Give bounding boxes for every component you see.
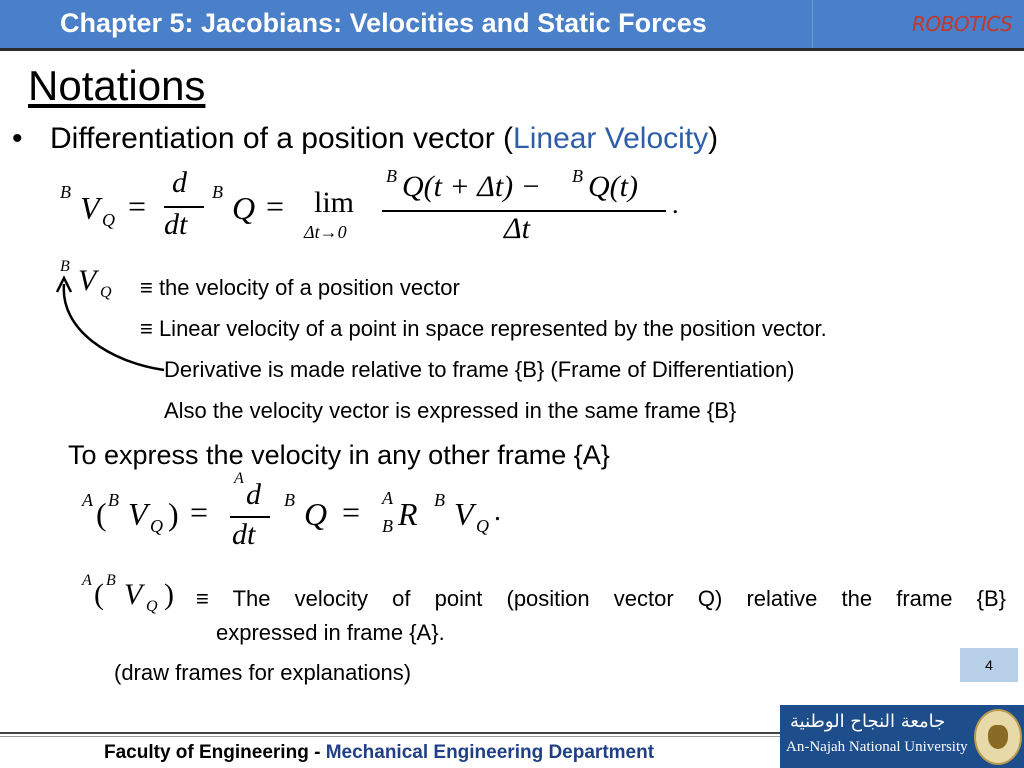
definition-3: Derivative is made relative to frame {B} (Frame of Differentiation) — [164, 357, 795, 382]
bullet-icon: • — [12, 122, 23, 155]
slide-title: Notations — [28, 62, 206, 109]
definition-1: ≡ the velocity of a position vector — [140, 275, 460, 300]
linear-velocity-highlight: Linear Velocity — [513, 122, 709, 155]
slide-header — [0, 0, 1024, 48]
bullet-text-end: ) — [708, 122, 719, 155]
bullet-text-start: Differentiation of a position vector ( — [50, 122, 514, 155]
note-text: (draw frames for explanations) — [114, 660, 412, 685]
footer-divider — [0, 732, 780, 734]
footer-divider-thin — [0, 736, 780, 737]
other-frame-text: To express the velocity in any other frame {A} — [68, 440, 610, 470]
university-name-arabic: جامعة النجاح الوطنية — [790, 711, 946, 732]
header-divider — [812, 0, 813, 48]
chapter-title: Chapter 5: Jacobians: Velocities and Static Forces — [60, 8, 707, 38]
faculty-label: Faculty of Engineering - — [104, 742, 321, 763]
university-name-english: An-Najah National University — [786, 739, 968, 755]
university-seal-icon — [974, 709, 1022, 765]
definition-4: Also the velocity vector is expressed in the same frame {B} — [164, 398, 737, 423]
velocity-equation: B V Q = d dt B Q = lim Δt→0 B Q(t + Δt) − B Q(t) Δt . — [60, 166, 679, 245]
bullet-text — [50, 122, 718, 156]
page-number: 4 — [960, 648, 1018, 682]
frame-a-description-continued: expressed in frame {A}. — [216, 620, 445, 645]
university-logo — [780, 705, 1024, 768]
frame-a-equation: A ( B V Q ) = A d dt B Q = A B R B V Q . — [82, 470, 501, 551]
course-brand: ROBOTICS — [912, 12, 1013, 36]
definition-2: ≡ Linear velocity of a point in space represented by the position vector. — [140, 316, 827, 341]
department-label: Mechanical Engineering Department — [325, 742, 655, 763]
header-underline — [0, 48, 1024, 51]
footer-text — [104, 742, 654, 764]
frame-a-description: ≡ The velocity of point (position vector Q) relative the frame {B} — [196, 586, 1006, 611]
